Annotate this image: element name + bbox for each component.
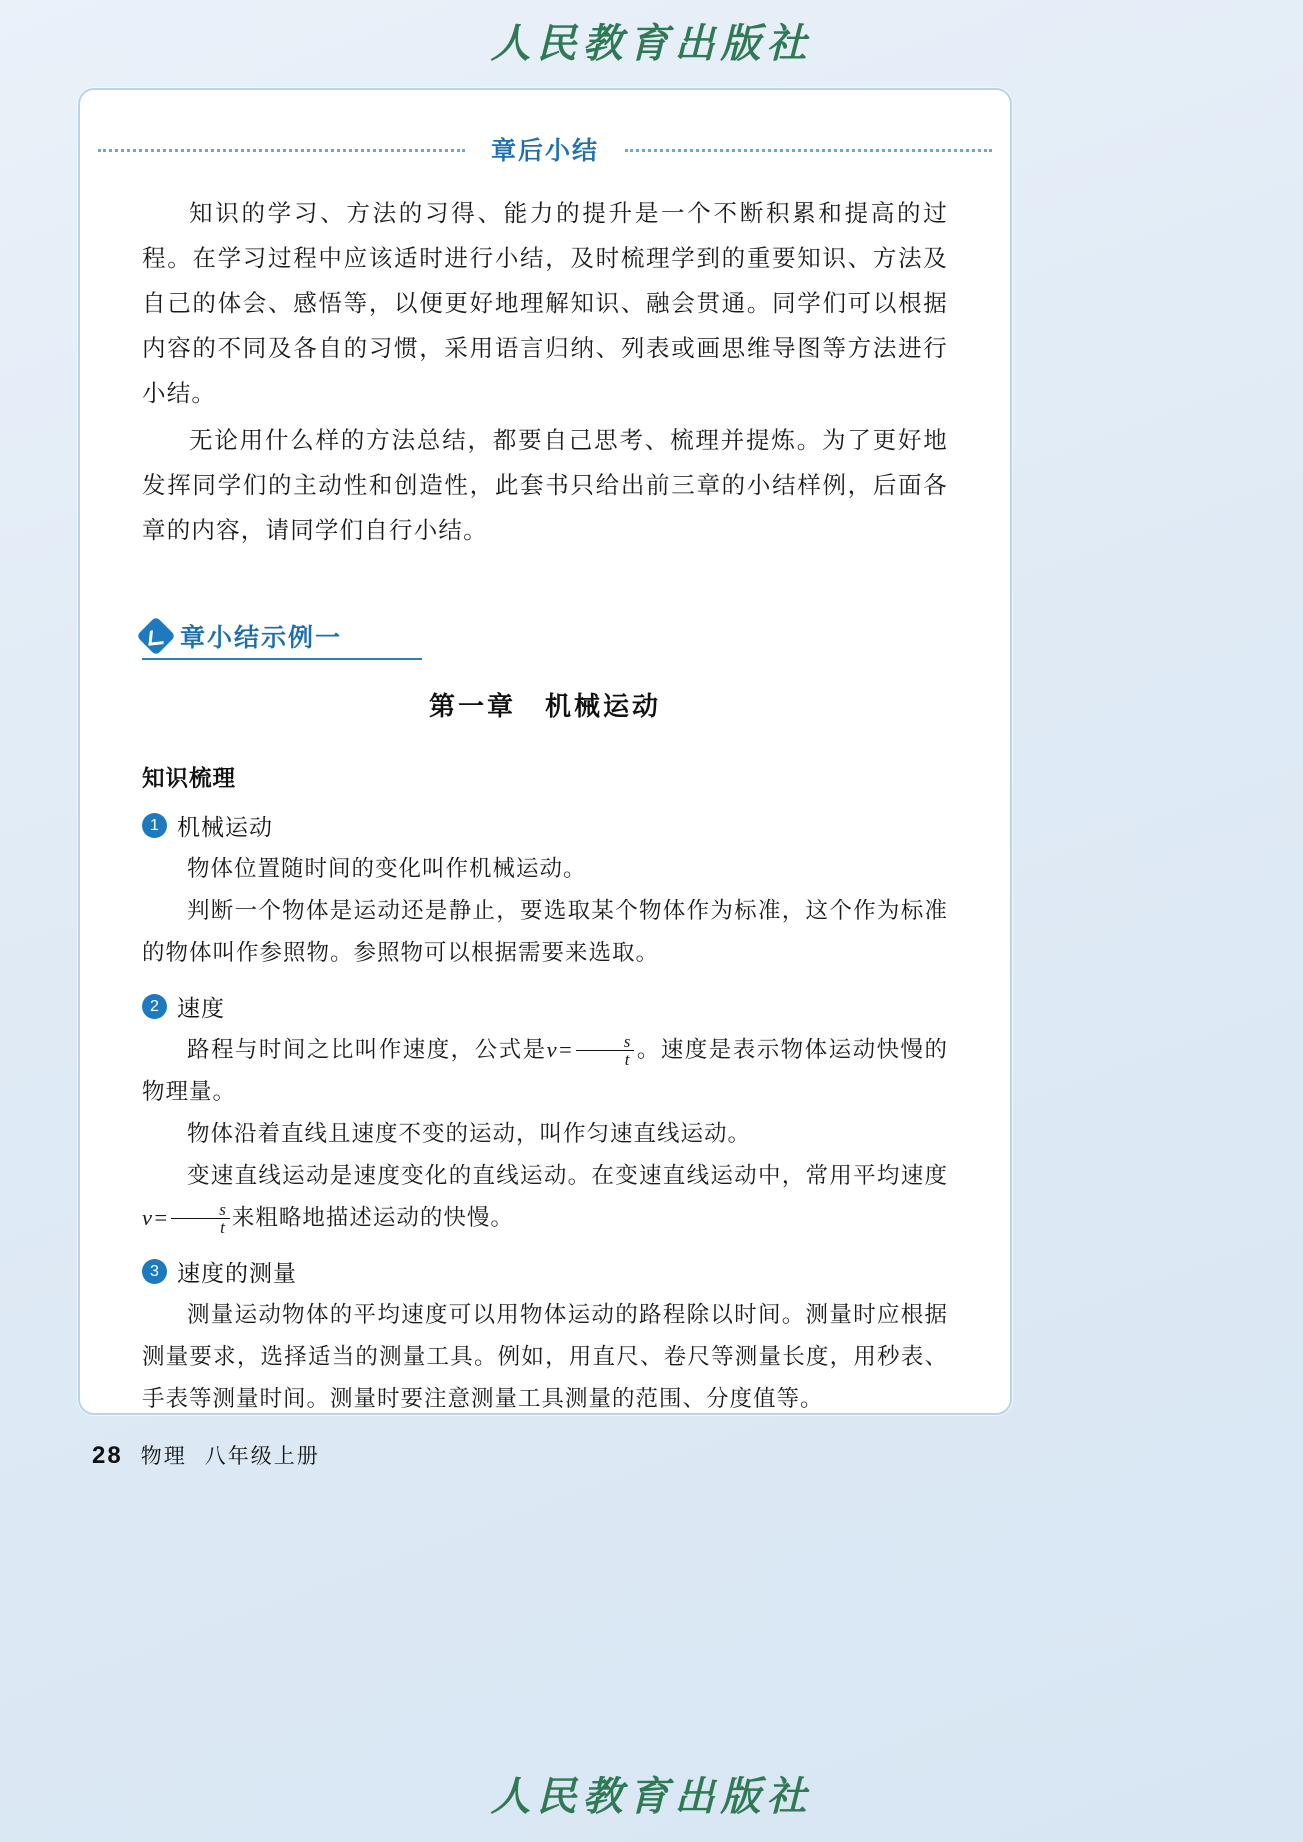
item-1-paragraph-2: 判断一个物体是运动还是静止，要选取某个物体作为标准，这个作为标准的物体叫作参照物。参照物可以根据需要来选取。 — [142, 898, 948, 965]
dotted-rule-right — [625, 149, 992, 152]
item-1-paragraph-1: 物体位置随时间的变化叫作机械运动。 — [187, 856, 587, 881]
list-item — [142, 809, 948, 842]
page-footer — [92, 1440, 320, 1470]
section-title: 章后小结 — [491, 137, 600, 165]
pencil-diamond-icon — [136, 616, 176, 656]
speed-text-c: 变速直线运动是速度变化的直线运动。在变速直线运动中，常用平均速度 — [187, 1163, 948, 1188]
content-card — [78, 88, 1012, 1415]
formula-variable: v — [546, 1037, 558, 1062]
formula-equals: = — [557, 1037, 574, 1062]
formula-fraction — [576, 1033, 635, 1070]
intro-paragraph-2: 无论用什么样的方法总结，都要自己思考、梳理并提炼。为了更好地发挥同学们的主动性和创造性，此套书只给出前三章的小结样例，后面各章的内容，请同学们自行小结。 — [142, 428, 948, 544]
formula-numerator-2: s — [219, 1199, 227, 1219]
speed-text-d: 来粗略地描述运动的快慢。 — [231, 1205, 514, 1230]
page-number: 28 — [92, 1442, 123, 1469]
formula-denominator-2: t — [171, 1218, 230, 1237]
formula-equals-2: = — [153, 1205, 170, 1230]
item-label: 速度 — [177, 996, 225, 1021]
subhead-knowledge-review: 知识梳理 — [142, 766, 237, 791]
footer-subject: 物理 — [140, 1445, 187, 1468]
intro-paragraph-1: 知识的学习、方法的习得、能力的提升是一个不断积累和提高的过程。在学习过程中应该适时进行小结，及时梳理学到的重要知识、方法及自己的体会、感悟等，以便更好地理解知识、融会贯通。同学们可以根据内容的不同及各自的习惯，采用语言归纳、列表或画思维导图等方法进行小结。 — [142, 201, 948, 407]
speed-text-a: 路程与时间之比叫作速度，公式是 — [187, 1037, 547, 1062]
list-item — [142, 990, 948, 1023]
body-area — [80, 192, 1010, 1420]
publisher-mark-top: 人民教育出版社 — [490, 20, 813, 67]
example-heading-label: 章小结示例一 — [180, 624, 343, 652]
item-label: 机械运动 — [177, 815, 273, 840]
item-2-paragraph-1 — [142, 1029, 948, 1113]
list-item — [142, 1255, 948, 1288]
formula-fraction-2 — [171, 1201, 230, 1238]
dotted-rule-left — [98, 149, 465, 152]
item-2-paragraph-3 — [142, 1155, 948, 1239]
item-number-badge: 2 — [142, 994, 167, 1019]
speed-text-b: 。速度是表示物体运动快慢的物理量。 — [142, 1037, 948, 1104]
item-number-badge: 1 — [142, 813, 167, 838]
item-label: 速度的测量 — [177, 1261, 297, 1286]
item-3-paragraph-1: 测量运动物体的平均速度可以用物体运动的路程除以时间。测量时应根据测量要求，选择适当的测量工具。例如，用直尺、卷尺等测量长度，用秒表、手表等测量时间。测量时要注意测量工具测量的范围、分度值等。 — [142, 1302, 948, 1411]
item-number-badge: 3 — [142, 1259, 167, 1284]
section-header — [98, 132, 992, 166]
footer-grade: 八年级上册 — [204, 1445, 320, 1468]
formula-denominator: t — [576, 1050, 635, 1069]
item-2-paragraph-2: 物体沿着直线且速度不变的运动，叫作匀速直线运动。 — [187, 1121, 752, 1146]
formula-numerator: s — [623, 1031, 632, 1051]
publisher-mark-bottom: 人民教育出版社 — [490, 1773, 813, 1820]
example-heading — [142, 618, 422, 660]
formula-variable-2: v — [142, 1205, 153, 1230]
chapter-title: 第一章 机械运动 — [428, 691, 661, 721]
